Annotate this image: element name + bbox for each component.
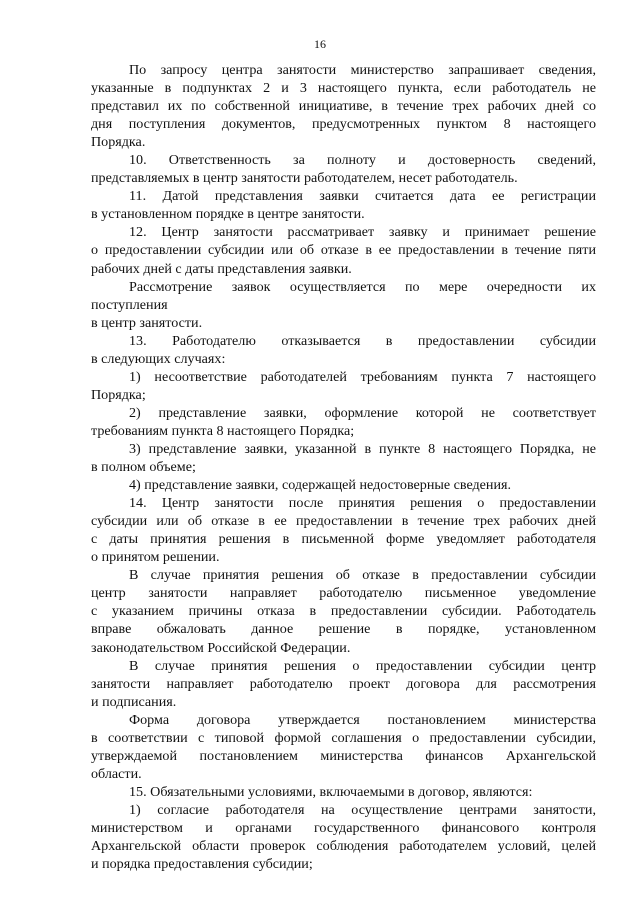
text-line: 3) представление заявки, указанной в пункте 8 настоящего Порядка, не — [129, 440, 596, 457]
text-line: Порядка; — [91, 386, 146, 403]
text-line: представил их по собственной инициативе, в течение трех рабочих дней со — [91, 98, 596, 115]
text-line: требованиям пункта 8 настоящего Порядка; — [91, 422, 355, 439]
text-line: указанные в подпунктах 2 и 3 настоящего пункта, если работодатель не — [91, 80, 596, 97]
text-line: вправе обжаловать данное решение в порядке, установленном — [91, 621, 596, 638]
text-line: занятости направляет работодателю проект договора для рассмотрения — [91, 675, 596, 692]
paragraph — [91, 61, 596, 151]
text-line: рабочих дней с даты представления заявки. — [91, 260, 352, 277]
paragraph — [91, 476, 596, 494]
text-line: дня поступления документов, предусмотренных пунктом 8 настоящего — [91, 116, 596, 133]
text-line: В случае принятия решения об отказе в предоставлении субсидии — [129, 567, 596, 584]
paragraph — [91, 566, 596, 656]
text-line: утверждаемой постановлением министерства финансов Архангельской — [91, 747, 596, 764]
text-line: в соответствии с типовой формой соглашения о предоставлении субсидии, — [91, 729, 596, 746]
text-line: в центр занятости. — [91, 314, 203, 331]
text-line: 10. Ответственность за полноту и достоверность сведений, — [129, 152, 596, 169]
text-line: Порядка. — [91, 134, 146, 151]
page-number: 16 — [314, 37, 326, 51]
text-line: В случае принятия решения о предоставлении субсидии центр — [129, 657, 596, 674]
text-line: субсидии или об отказе в ее предоставлении в течение трех рабочих дней — [91, 513, 596, 530]
text-line: министерством и органами государственного финансового контроля — [91, 819, 596, 836]
text-line: 2) представление заявки, оформление которой не соответствует — [129, 404, 596, 421]
text-line: Рассмотрение заявок осуществляется по мере очередности их — [129, 278, 596, 295]
paragraph — [91, 657, 596, 711]
text-line: и порядка предоставления субсидии; — [91, 856, 313, 873]
text-line: 1) согласие работодателя на осуществление центрами занятости, — [129, 801, 596, 818]
text-line: о предоставлении субсидии или об отказе в ее предоставлении в течение пяти — [91, 242, 596, 259]
text-line: представляемых в центр занятости работодателем, несет работодатель. — [91, 170, 518, 187]
text-line: По запросу центра занятости министерство запрашивает сведения, — [129, 62, 596, 78]
text-line: области. — [91, 765, 142, 782]
text-line: 13. Работодателю отказывается в предоставлении субсидии — [129, 332, 596, 349]
paragraph — [91, 801, 596, 873]
text-line: поступления — [91, 296, 168, 313]
text-line: 12. Центр занятости рассматривает заявку и принимает решение — [129, 224, 596, 241]
text-line: в полном объеме; — [91, 459, 196, 476]
paragraph — [91, 440, 596, 476]
paragraph — [91, 223, 596, 277]
paragraph — [91, 278, 596, 332]
paragraph — [91, 187, 596, 223]
text-line: 14. Центр занятости после принятия решения о предоставлении — [129, 495, 596, 512]
text-line: 15. Обязательными условиями, включаемыми в договор, являются: — [129, 783, 533, 800]
text-line: 11. Датой представления заявки считается дата ее регистрации — [129, 188, 596, 205]
text-line: центр занятости направляет работодателю письменное уведомление — [91, 585, 596, 602]
paragraph — [91, 494, 596, 566]
paragraph — [91, 368, 596, 404]
text-line: 1) несоответствие работодателей требованиям пункта 7 настоящего — [129, 368, 596, 385]
paragraph — [91, 711, 596, 783]
text-line: 4) представление заявки, содержащей недостоверные сведения. — [129, 477, 512, 494]
text-line: в установленном порядке в центре занятости. — [91, 206, 365, 223]
document-body — [91, 61, 596, 873]
paragraph — [91, 404, 596, 440]
paragraph — [91, 151, 596, 187]
paragraph — [91, 332, 596, 368]
text-line: и подписания. — [91, 693, 177, 710]
text-line: с даты принятия решения в письменной форме уведомляет работодателя — [91, 531, 596, 548]
text-line: Архангельской области проверок соблюдения работодателем условий, целей — [91, 838, 596, 855]
text-line: в следующих случаях: — [91, 350, 226, 367]
paragraph — [91, 783, 596, 801]
text-line: законодательством Российской Федерации. — [91, 639, 351, 656]
text-line: с указанием причины отказа в предоставлении субсидии. Работодатель — [91, 603, 596, 620]
text-line: Форма договора утверждается постановлением министерства — [129, 711, 596, 728]
text-line: о принятом решении. — [91, 549, 220, 566]
